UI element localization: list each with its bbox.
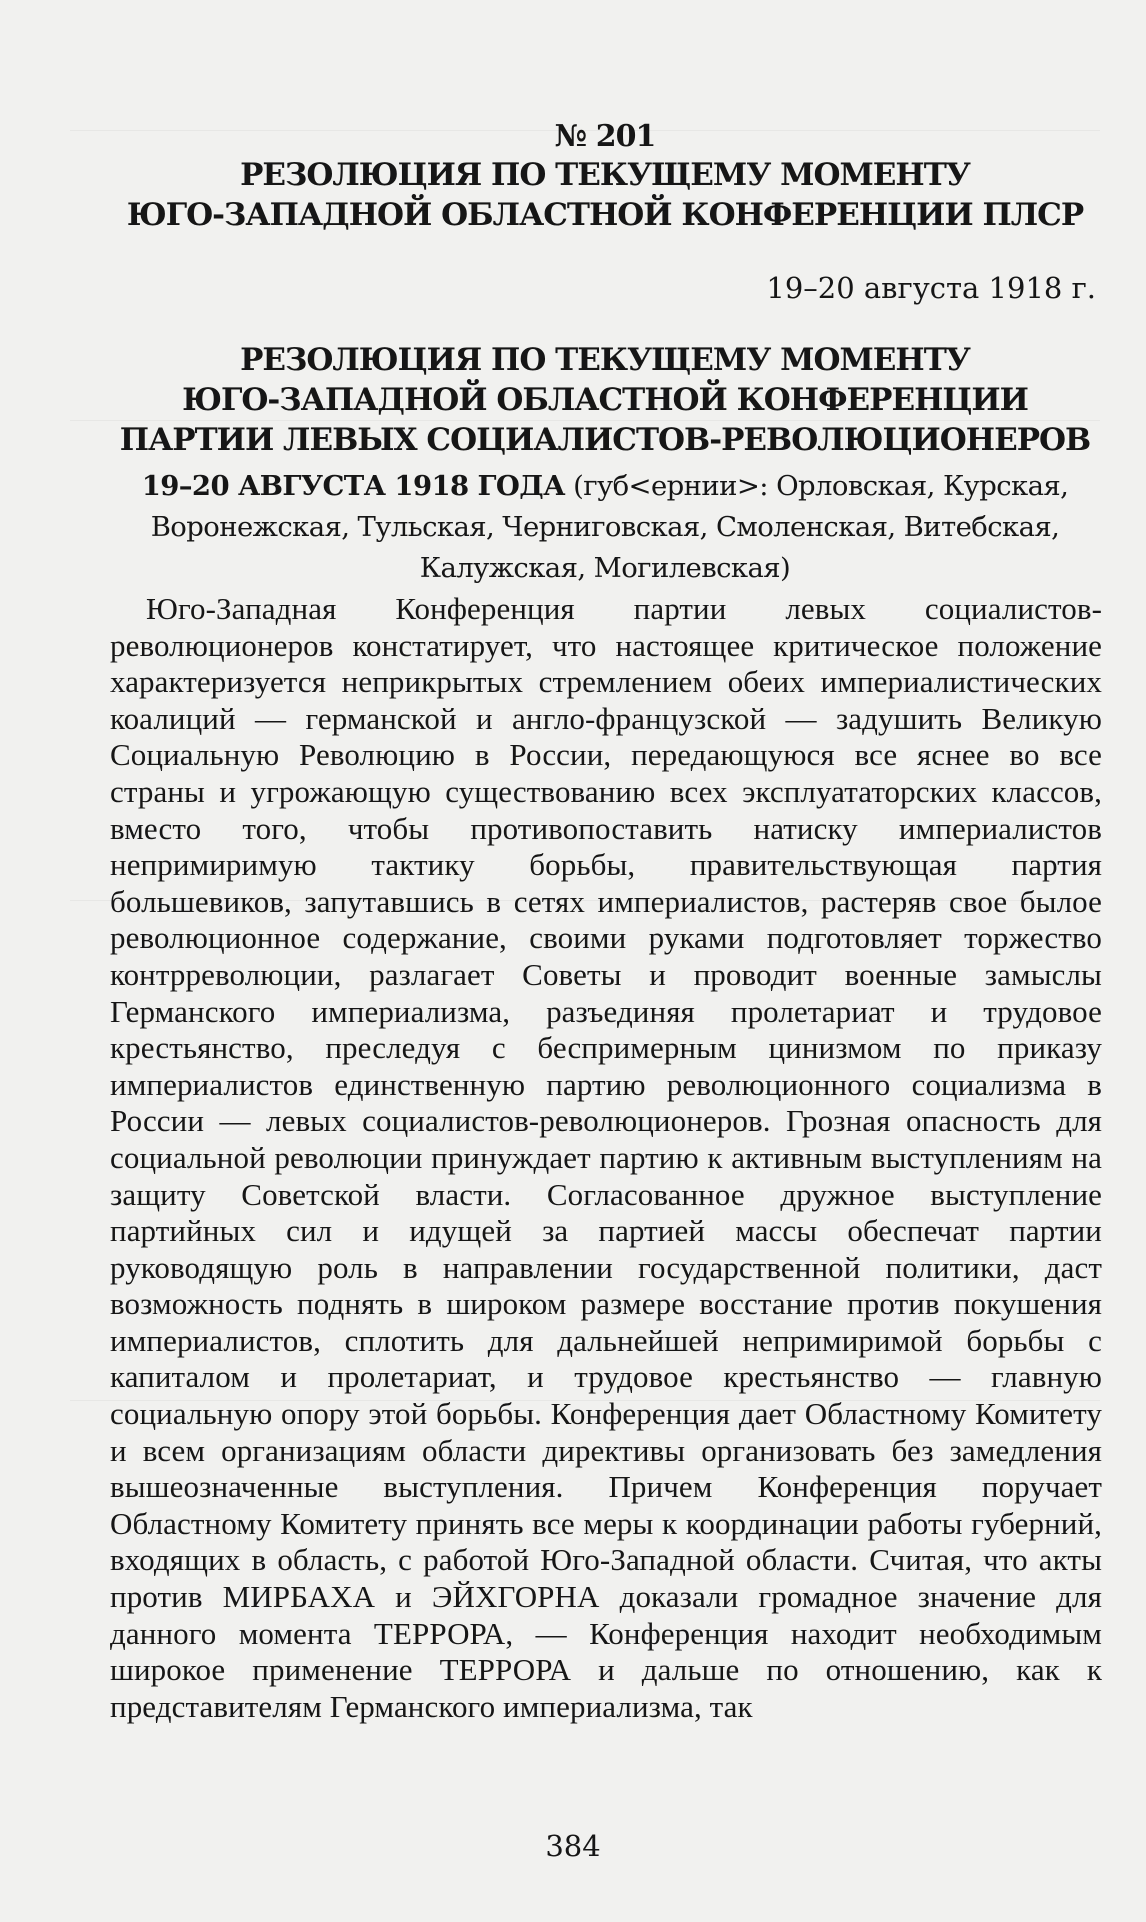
resolution-title (110, 340, 1100, 460)
resolution-body: Юго-Западная Конференция партии левых социалистов-революционеров констатирует, что настоящее критическое положение характеризуется неприкрытых стремлением обеих империалистических коалиций — германской и англо-французской — задушить Великую Социальную Революцию в России, передающуюся все яснее во все страны и угрожающую существованию всех эксплуататорских классов, вместо того, чтобы противопоставить натиску империалистов непримиримую тактику борьбы, правительствующая партия большевиков, запутавшись в сетях империалистов, растеряв свое былое революционное содержание, своими руками подготовляет торжество контрреволюции, разлагает Советы и проводит военные замыслы Германского империализма, разъединяя пролетариат и трудовое крестьянство, преследуя с беспримерным цинизмом по приказу империалистов единственную партию революционного социализма в России — левых социалистов-революционеров. Грозная опасность для социальной революции принуждает партию к активным выступлениям на защиту Советской власти. Согласованное дружное выступление партийных сил и идущей за партией массы обеспечат партии руководящую роль в направлении государственной политики, даст возможность поднять в широком размере восстание против покушения империалистов, сплотить для дальнейшей непримиримой борьбы с капиталом и пролетариат, и трудовое крестьянство — главную социальную опору этой борьбы. Конференция дает Областному Комитету и всем организациям области директивы организовать без замедления вышеозначенные выступления. Причем Конференция поручает Областному Комитету принять все меры к координации работы губерний, входящих в область, с работой Юго-Западной области. Считая, что акты против МИРБАХА и ЭЙХГОРНА доказали громадное значение для данного момента ТЕРРОРА, — Конференция находит необходимым широкое применение ТЕРРОРА и дальше по отношению, как к представителям Германского империализма, так (110, 591, 1102, 1724)
resolution-title-line: РЕЗОЛЮЦИЯ ПО ТЕКУЩЕМУ МОМЕНТУ (240, 342, 970, 378)
page-number: 384 (545, 1829, 601, 1863)
document-number: № 201 (554, 119, 656, 154)
resolution-subtitle (110, 466, 1100, 589)
resolution-title-line: ЮГО-ЗАПАДНОЙ ОБЛАСТНОЙ КОНФЕРЕНЦИИ (182, 382, 1028, 418)
subtitle-date: 19–20 АВГУСТА 1918 ГОДА (141, 470, 565, 502)
subtitle-provinces: (губ<ернии>: Орловская, Курская, Воронежская, Тульская, Черниговская, Смоленская, Витебская, Калужская, Могилевская) (150, 470, 1069, 584)
document-title-line: РЕЗОЛЮЦИЯ ПО ТЕКУЩЕМУ МОМЕНТУ (240, 157, 970, 193)
document-title-line: ЮГО-ЗАПАДНОЙ ОБЛАСТНОЙ КОНФЕРЕНЦИИ ПЛСР (126, 197, 1084, 233)
document-title (110, 155, 1100, 235)
document-date: 19–20 августа 1918 г. (766, 271, 1096, 305)
resolution-title-line: ПАРТИИ ЛЕВЫХ СОЦИАЛИСТОВ-РЕВОЛЮЦИОНЕРОВ (119, 422, 1091, 458)
